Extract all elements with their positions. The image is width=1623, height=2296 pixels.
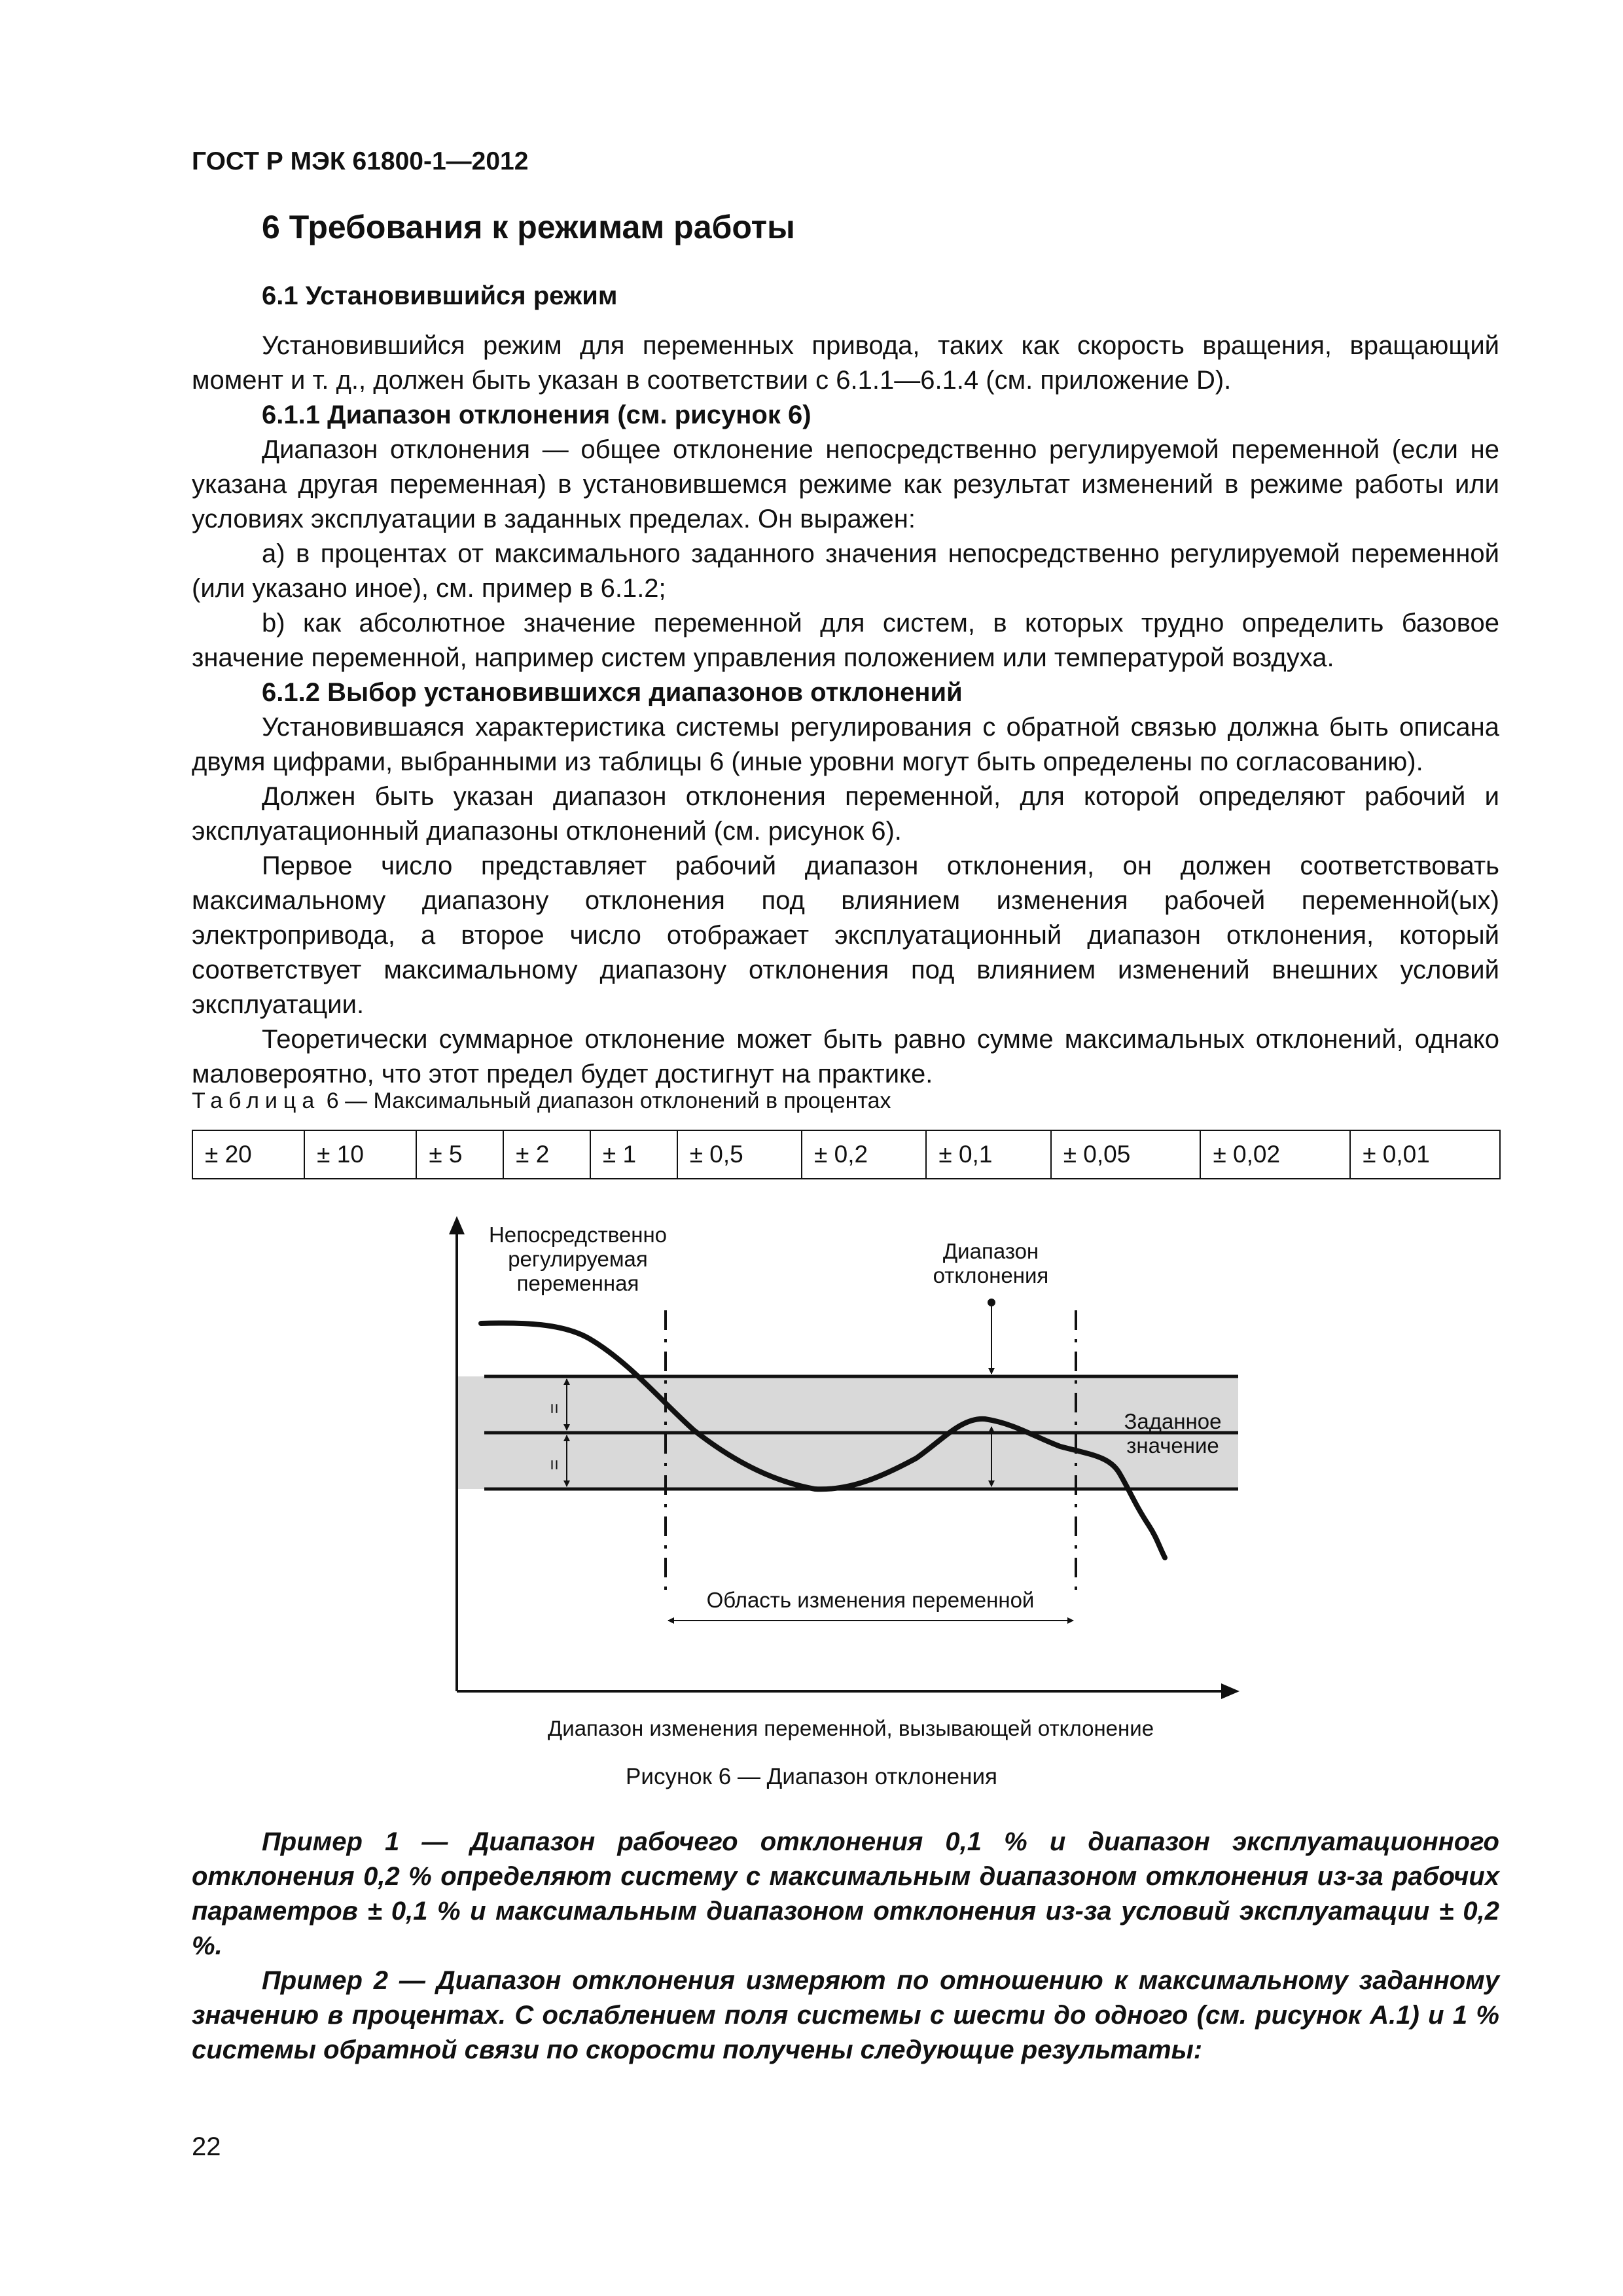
paragraph: Диапазон отклонения — общее отклонение непосредственно регулируемой переменной (если не указана другая переменная) в установившемся режиме как результат изменений в режиме работы или условиях эксплуатации в заданных пределах. Он выражен: [192, 435, 1499, 533]
table-cell: ± 0,2 [802, 1130, 926, 1179]
y-axis-label-line-3: переменная [516, 1271, 639, 1295]
y-axis-label-line-1: Непосредственно [488, 1223, 668, 1247]
table-cell: ± 0,01 [1350, 1130, 1500, 1179]
paragraph: Теоретически суммарное отклонение может быть равно сумме максимальных отклонений, однако маловероятно, что этот предел будет достигнут на практике. [192, 1025, 1499, 1088]
paragraph: Первое число представляет рабочий диапазон отклонения, он должен соответствовать максимальному диапазону отклонения под влиянием изменения рабочей переменной(ых) электропривода, а второе число отображает эксплуатационный диапазон отклонения, который соответствует максимальному диапазону отклонения под влиянием изменений внешних условий эксплуатации. [192, 852, 1499, 1019]
examples [192, 1825, 1499, 2068]
clause-heading-6-1-2: 6.1.2 Выбор установившихся диапазонов отклонений [262, 678, 963, 707]
section-title: 6 Требования к режимам работы [262, 209, 795, 245]
paragraph: Установившийся режим для переменных привода, таких как скорость вращения, вращающий момент и т. д., должен быть указан в соответствии с 6.1.1—6.1.4 (см. приложение D). [192, 331, 1499, 395]
subsection-title: 6.1 Установившийся режим [262, 281, 618, 310]
table-cell: ± 20 [192, 1130, 304, 1179]
table-cell: ± 0,1 [926, 1130, 1050, 1179]
table-cell: ± 0,5 [677, 1130, 802, 1179]
setpoint-label-line-2: значение [1126, 1433, 1219, 1458]
figure-caption: Рисунок 6 — Диапазон отклонения [626, 1764, 997, 1789]
table-cell: ± 5 [416, 1130, 503, 1179]
equal-mark-lower: = [544, 1459, 565, 1471]
example-2: Пример 2 — Диапазон отклонения измеряют по отношению к максимальному заданному значению в процентах. С ослаблением поля системы с шести до одного (см. рисунок А.1) и 1 % системы обратной связи по скорости получены следующие результаты: [192, 1966, 1499, 2064]
x-axis-arrow [1221, 1683, 1240, 1699]
page-number: 22 [192, 2132, 221, 2161]
list-item-b: b) как абсолютное значение переменной для систем, в которых трудно определить базовое значение переменной, например систем управления положением или температурой воздуха. [192, 609, 1499, 672]
deviation-pointer-dot [988, 1299, 995, 1306]
clause-heading-6-1-1: 6.1.1 Диапазон отклонения (см. рисунок 6) [262, 401, 812, 429]
example-1: Пример 1 — Диапазон рабочего отклонения 0,1 % и диапазон эксплуатационного отклонения 0,2 % определяют систему с максимальным диапазоном отклонения из-за рабочих параметров ± 0,1 % и максимальным диапазоном отклонения из-за условий эксплуатации ± 0,2 %. [192, 1827, 1499, 1960]
deviation-label-line-2: отклонения [933, 1263, 1049, 1287]
table-cell: ± 2 [503, 1130, 590, 1179]
equal-mark-upper: = [544, 1403, 565, 1414]
table-caption-word: Таблица [192, 1088, 321, 1113]
setpoint-label-line-1: Заданное [1124, 1409, 1222, 1433]
x-axis-label: Диапазон изменения переменной, вызывающей отклонение [547, 1716, 1154, 1740]
table-caption-text: 6 — Максимальный диапазон отклонений в процентах [320, 1088, 891, 1113]
table-cell: ± 1 [590, 1130, 677, 1179]
paragraph: Установившаяся характеристика системы регулирования с обратной связью должна быть описана двумя цифрами, выбранными из таблицы 6 (иные уровни могут быть определены по согласованию). [192, 713, 1499, 776]
paragraph: Должен быть указан диапазон отклонения переменной, для которой определяют рабочий и эксплуатационный диапазоны отклонений (см. рисунок 6). [192, 782, 1499, 846]
document-header: ГОСТ Р МЭК 61800-1—2012 [192, 147, 529, 175]
y-axis-arrow [449, 1216, 465, 1234]
list-item-a: a) в процентах от максимального заданного значения непосредственно регулируемой переменной (или указано иное), см. пример в 6.1.2; [192, 539, 1499, 603]
range-label: Область изменения переменной [706, 1588, 1035, 1612]
table-cell: ± 10 [304, 1130, 416, 1179]
table-cell: ± 0,05 [1051, 1130, 1201, 1179]
table-cell: ± 0,02 [1200, 1130, 1350, 1179]
deviation-label-line-1: Диапазон [942, 1239, 1039, 1263]
y-axis-label-line-2: регулируемая [508, 1247, 648, 1271]
